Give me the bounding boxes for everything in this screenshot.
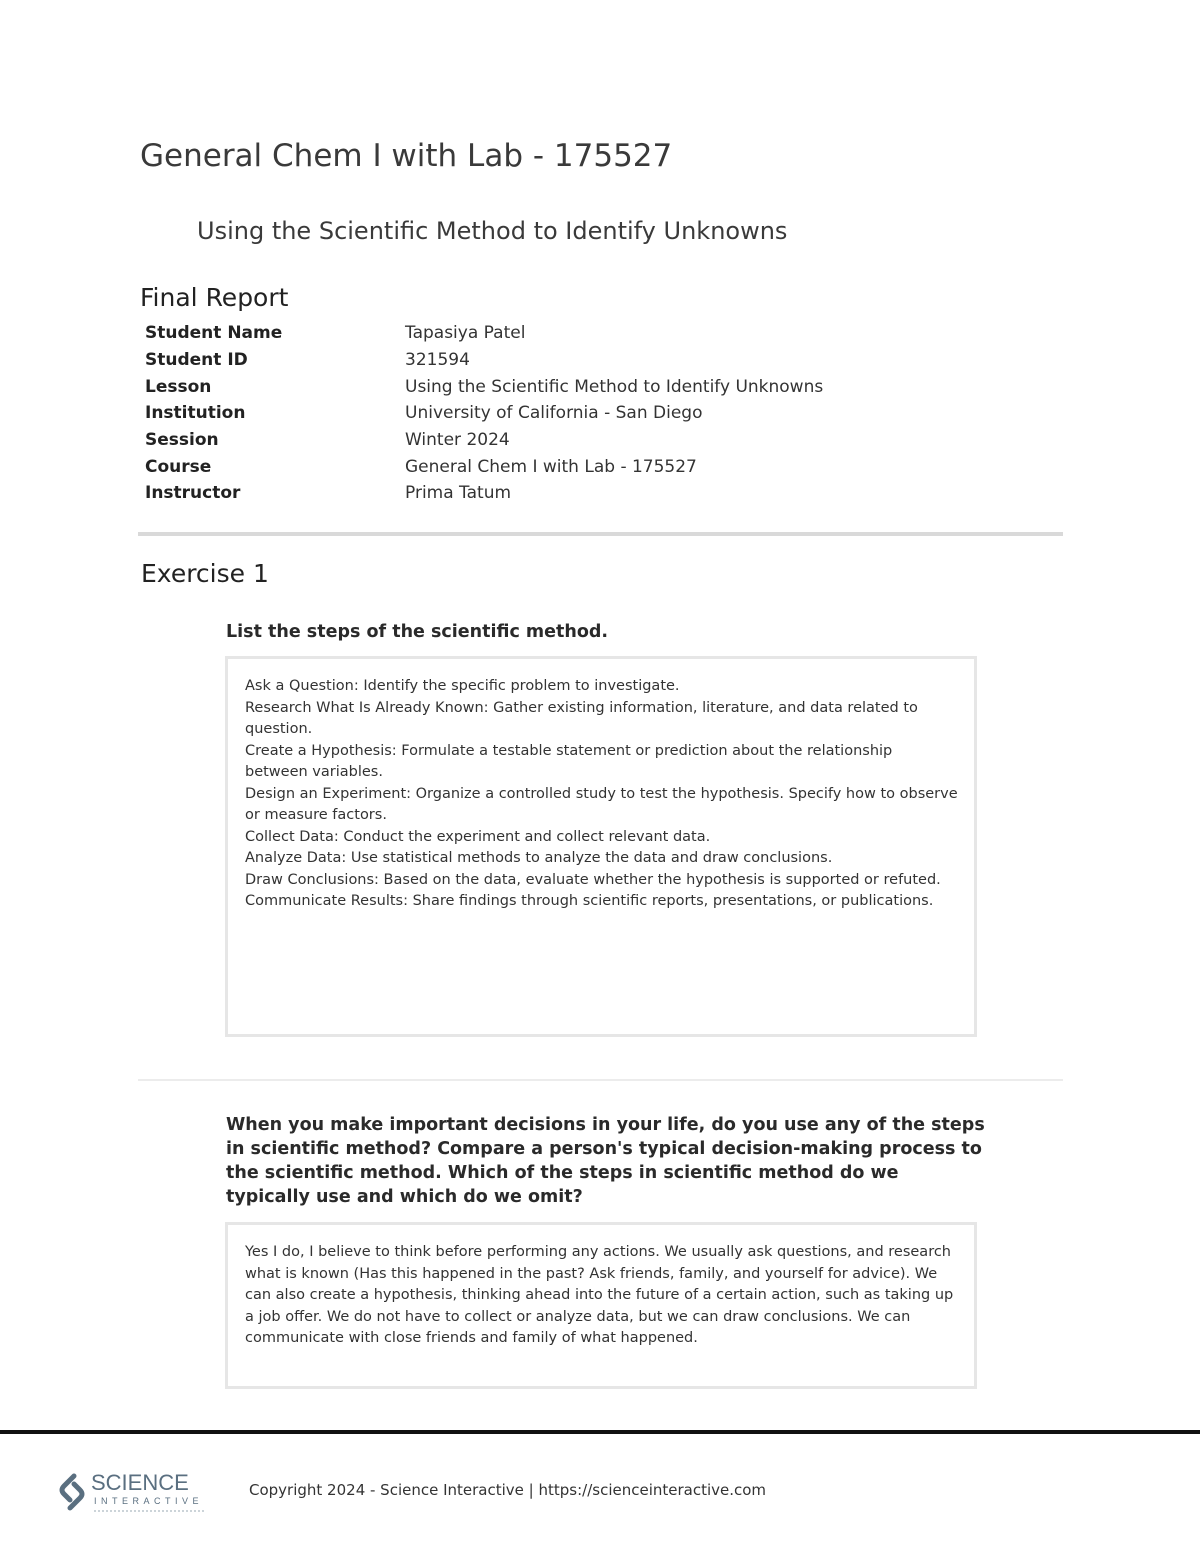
info-row bbox=[145, 373, 823, 400]
question-1: List the steps of the scientific method. bbox=[226, 622, 609, 642]
answer-text-2: Yes I do, I believe to think before performing any actions. We usually ask questions, and research what is known (Has this happened in the past? Ask friends, family, and yourself for advice). We can also create a hypothesis, thinking ahead into the future of a certain action, such as taking up a job offer. We do not have to collect or analyze data, but we can draw conclusions. We can communicate with close friends and family of what happened. bbox=[245, 1244, 954, 1346]
info-label: Instructor bbox=[145, 483, 241, 504]
exercise-title: Exercise 1 bbox=[141, 559, 269, 588]
logo-text: SCIENCE bbox=[91, 1470, 189, 1495]
section-divider bbox=[138, 532, 1063, 536]
info-label: Student ID bbox=[145, 350, 248, 371]
question-divider bbox=[138, 1079, 1063, 1081]
answer-box-1 bbox=[225, 656, 977, 1037]
info-row bbox=[145, 320, 823, 347]
info-row bbox=[145, 427, 823, 454]
info-value: General Chem I with Lab - 175527 bbox=[405, 456, 697, 477]
footer-rule bbox=[0, 1430, 1200, 1434]
info-value: 321594 bbox=[405, 350, 470, 371]
answer-box-2 bbox=[225, 1222, 977, 1389]
report-title: Final Report bbox=[140, 283, 289, 312]
info-row bbox=[145, 453, 823, 480]
info-row bbox=[145, 480, 823, 507]
info-value: Prima Tatum bbox=[405, 483, 512, 504]
info-row bbox=[145, 347, 823, 374]
info-value: Winter 2024 bbox=[405, 430, 510, 451]
info-label: Lesson bbox=[145, 376, 212, 397]
answer-text-1: Ask a Question: Identify the specific problem to investigate. Research What Is Already Known: Gather existing information, literature, and data related to question. Create a Hypothesis: Formulate a testable statement or prediction about the relationship between variables. Design an Experiment: Organize a controlled study to test the hypothesis. Specify how to observe or measure factors. Collect Data: Conduct the experiment and collect relevant data. Analyze Data: Use statistical methods to analyze the data and draw conclusions. Draw Conclusions: Based on the data, evaluate whether the hypothesis is supported or refuted. Communicate Results: Share findings through scientific reports, presentations, or publications. bbox=[245, 678, 958, 909]
copyright-text: Copyright 2024 - Science Interactive | https://scienceinteractive.com bbox=[249, 1481, 767, 1499]
info-label: Student Name bbox=[145, 323, 283, 344]
info-label: Session bbox=[145, 430, 219, 451]
info-value: University of California - San Diego bbox=[405, 403, 703, 424]
question-2: When you make important decisions in your life, do you use any of the steps in scientific method? Compare a person's typical decision-making process to the scientific method. Which of the steps in scientific method do we typically use and which do we omit? bbox=[226, 1115, 985, 1207]
logo-subtext: INTERACTIVE bbox=[94, 1496, 204, 1506]
info-value: Tapasiya Patel bbox=[405, 323, 526, 344]
logo-mark-icon bbox=[62, 1476, 82, 1508]
student-info-table bbox=[145, 320, 823, 507]
info-value: Using the Scientific Method to Identify Unknowns bbox=[405, 376, 824, 397]
info-label: Course bbox=[145, 456, 212, 477]
course-title: General Chem I with Lab - 175527 bbox=[140, 138, 673, 174]
info-row bbox=[145, 400, 823, 427]
info-label: Institution bbox=[145, 403, 246, 424]
lesson-title: Using the Scientific Method to Identify Unknowns bbox=[197, 217, 788, 245]
science-interactive-logo bbox=[58, 1468, 218, 1516]
